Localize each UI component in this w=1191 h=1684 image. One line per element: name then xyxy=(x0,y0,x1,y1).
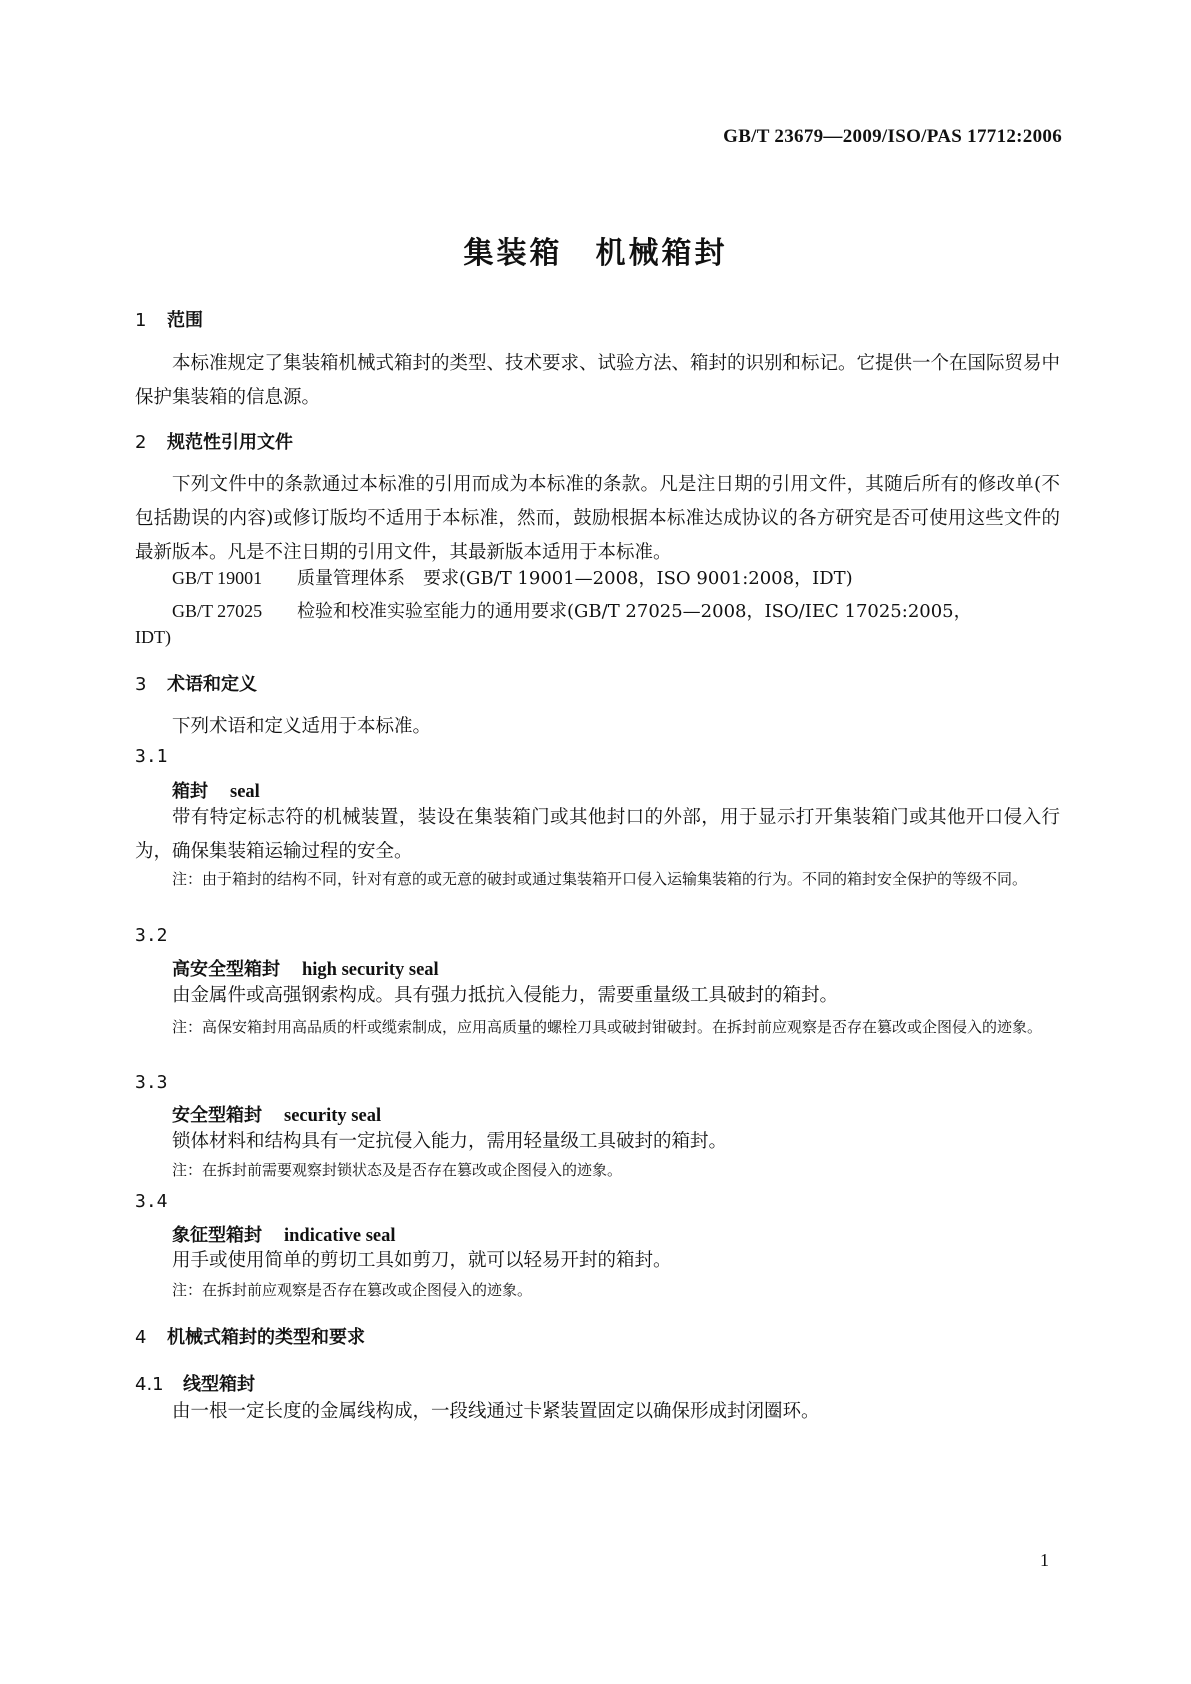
clause-number: 3.4 xyxy=(135,1191,168,1212)
section-3-intro: 下列术语和定义适用于本标准。 xyxy=(172,716,432,737)
standard-code: GB/T 23679—2009/ISO/PAS 17712:2006 xyxy=(723,126,1062,147)
term-zh: 象征型箱封 xyxy=(172,1225,262,1246)
term-en: indicative seal xyxy=(284,1226,396,1246)
section-number: 3 xyxy=(135,674,147,695)
section-1-heading xyxy=(135,306,203,332)
term-note: 注：在拆封前需要观察封锁状态及是否存在篡改或企图侵入的迹象。 xyxy=(172,1161,623,1179)
section-3-heading xyxy=(135,670,257,696)
section-2-paragraph: 下列文件中的条款通过本标准的引用而成为本标准的条款。凡是注日期的引用文件，其随后所有的修改单(不包括勘误的内容)或修订版均不适用于本标准，然而，鼓励根据本标准达成协议的各方研究是否可使用这些文件的最新版本。凡是不注日期的引用文件，其最新版本适用于本标准。 xyxy=(135,474,1060,563)
term-zh: 箱封 xyxy=(172,781,208,802)
section-title: 范围 xyxy=(167,310,203,331)
term-en: high security seal xyxy=(302,960,439,980)
term-note: 注：由于箱封的结构不同，针对有意的或无意的破封或通过集装箱开口侵入运输集装箱的行为。不同的箱封安全保护的等级不同。 xyxy=(172,870,1028,888)
term-seal xyxy=(172,777,260,803)
section-number: 4 xyxy=(135,1327,147,1348)
term-zh: 高安全型箱封 xyxy=(172,959,280,980)
term-note: 注：高保安箱封用高品质的杆或缆索制成，应用高质量的螺栓刀具或破封钳破封。在拆封前应观察是否存在篡改或企图侵入的迹象。 xyxy=(172,1018,1043,1036)
term-definition: 锁体材料和结构具有一定抗侵入能力，需用轻量级工具破封的箱封。 xyxy=(172,1131,728,1152)
reference-code: GB/T 27025 xyxy=(172,601,263,621)
section-4-heading xyxy=(135,1323,365,1349)
section-title: 机械式箱封的类型和要求 xyxy=(167,1327,365,1348)
reference-text: 检验和校准实验室能力的通用要求(GB/T 27025—2008，ISO/IEC 17025:2005， xyxy=(297,601,972,622)
subsection-4-1-heading xyxy=(135,1370,255,1396)
term-definition: 带有特定标志符的机械装置，装设在集装箱门或其他封口的外部，用于显示打开集装箱门或其他开口侵入行为，确保集装箱运输过程的安全。 xyxy=(135,807,1060,862)
term-zh: 安全型箱封 xyxy=(172,1105,262,1126)
normative-reference-1 xyxy=(172,564,853,590)
page-number: 1 xyxy=(1040,1550,1049,1570)
section-2-heading xyxy=(135,428,293,454)
normative-reference-2 xyxy=(172,597,972,623)
term-note: 注：在拆封前应观察是否存在篡改或企图侵入的迹象。 xyxy=(172,1281,533,1299)
section-1-paragraph: 本标准规定了集装箱机械式箱封的类型、技术要求、试验方法、箱封的识别和标记。它提供一个在国际贸易中保护集装箱的信息源。 xyxy=(135,353,1061,408)
document-title: 集装箱 机械箱封 xyxy=(463,236,728,271)
clause-number: 3.2 xyxy=(135,925,168,946)
subsection-4-1-paragraph: 由一根一定长度的金属线构成，一段线通过卡紧装置固定以确保形成封闭圈环。 xyxy=(172,1401,820,1422)
term-definition: 由金属件或高强钢索构成。具有强力抵抗入侵能力，需要重量级工具破封的箱封。 xyxy=(172,985,839,1006)
term-en: seal xyxy=(230,782,260,802)
normative-reference-2-continuation: IDT) xyxy=(135,627,171,647)
section-title: 规范性引用文件 xyxy=(167,432,293,453)
section-number: 1 xyxy=(135,310,147,331)
subsection-number: 4.1 xyxy=(135,1374,164,1395)
reference-code: GB/T 19001 xyxy=(172,568,263,588)
clause-number: 3.3 xyxy=(135,1072,168,1093)
reference-text: 质量管理体系 要求(GB/T 19001—2008，ISO 9001:2008，IDT) xyxy=(297,568,853,589)
section-number: 2 xyxy=(135,432,147,453)
term-en: security seal xyxy=(284,1106,382,1126)
term-security-seal xyxy=(172,1101,381,1127)
clause-number: 3.1 xyxy=(135,746,168,767)
term-high-security-seal xyxy=(172,955,439,981)
section-title: 术语和定义 xyxy=(167,674,257,695)
subsection-title: 线型箱封 xyxy=(183,1374,255,1395)
term-definition: 用手或使用简单的剪切工具如剪刀，就可以轻易开封的箱封。 xyxy=(172,1250,672,1271)
